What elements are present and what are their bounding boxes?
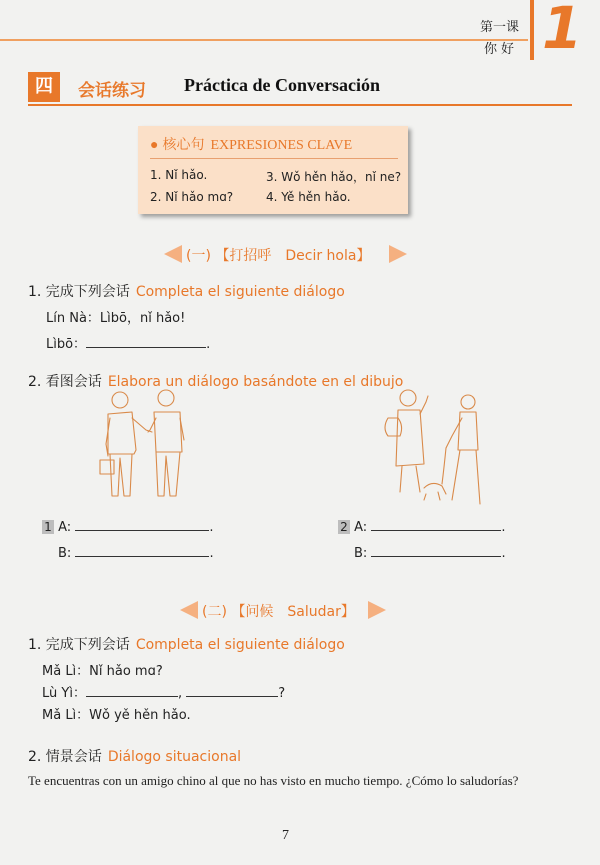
answer-blank[interactable] bbox=[186, 684, 278, 697]
briefcase bbox=[100, 460, 114, 474]
man2-head bbox=[158, 390, 174, 406]
answer-blank[interactable] bbox=[86, 335, 206, 348]
key-phrase-item: 4. Yě hěn hǎo. bbox=[266, 190, 351, 204]
key-phrase-item: 3. Wǒ hěn hǎo，nǐ ne? bbox=[266, 170, 402, 184]
woman2-head bbox=[461, 395, 475, 409]
punctuation: , bbox=[177, 686, 183, 701]
part2-exercise1-title bbox=[28, 634, 345, 654]
exercise-title-zh: 1. 完成下列会话 bbox=[28, 284, 130, 300]
basket bbox=[385, 418, 402, 436]
key-phrases-divider bbox=[150, 158, 398, 159]
punctuation: . bbox=[501, 546, 506, 561]
page-number: 7 bbox=[282, 828, 289, 843]
exercise-title-zh: 2. 情景会话 bbox=[28, 749, 102, 765]
key-phrase-item: 2. Nǐ hǎo mɑ? bbox=[150, 190, 234, 204]
part1-exercise2-title bbox=[28, 371, 403, 391]
exercise-title-es: Completa el siguiente diálogo bbox=[135, 637, 345, 653]
lesson-label: 第一课 bbox=[480, 20, 520, 35]
exercise-title-zh: 2. 看图会话 bbox=[28, 374, 102, 390]
key-phrases-heading bbox=[150, 134, 352, 154]
woman2-legs bbox=[452, 450, 480, 504]
picture1-line-b bbox=[58, 544, 214, 561]
answer-blank[interactable] bbox=[75, 544, 209, 557]
picture1-line-a bbox=[42, 518, 213, 535]
punctuation: . bbox=[501, 520, 506, 535]
punctuation: . bbox=[206, 337, 211, 352]
exercise-title-es: Elabora un diálogo basándote en el dibujo bbox=[107, 374, 404, 390]
man1-head bbox=[112, 392, 128, 408]
lesson-bar bbox=[530, 0, 534, 60]
situation-paragraph: Te encuentras con un amigo chino al que no has visto en mucho tiempo. ¿Cómo lo saludorías? bbox=[28, 773, 519, 788]
picture2-line-a bbox=[338, 518, 505, 535]
part1-exercise1-title bbox=[28, 281, 345, 301]
woman2-body bbox=[458, 412, 478, 450]
speaker-label: Lù Yì： bbox=[42, 686, 86, 701]
leash bbox=[442, 448, 446, 484]
section-title-es: Práctica de Conversación bbox=[184, 75, 380, 95]
arrow-right-icon bbox=[368, 601, 386, 619]
arrow-left-icon bbox=[164, 245, 182, 263]
exercise-title-zh: 1. 完成下列会话 bbox=[28, 637, 130, 653]
punctuation: ? bbox=[278, 686, 286, 701]
answer-blank[interactable] bbox=[86, 684, 178, 697]
man1-arm bbox=[132, 418, 152, 432]
woman1-dress bbox=[396, 410, 424, 466]
speaker-label: A: bbox=[354, 520, 368, 535]
header-rule bbox=[0, 39, 528, 41]
part2-exercise2-title bbox=[28, 746, 241, 766]
picture-number-badge: 1 bbox=[42, 520, 54, 534]
answer-blank[interactable] bbox=[75, 518, 209, 531]
dialogue-line: Lín Nà：Lìbō，nǐ hǎo! bbox=[46, 311, 186, 326]
man2-legs bbox=[156, 452, 180, 496]
speaker-label: Lìbō： bbox=[46, 337, 87, 352]
key-phrases-title-es: EXPRESIONES CLAVE bbox=[210, 138, 353, 153]
part1-heading: (一) 【打招呼 Decir hola】 bbox=[186, 248, 371, 264]
key-phrases-title-zh: 核心句 bbox=[162, 137, 205, 153]
handshake-illustration bbox=[96, 388, 192, 504]
arrow-left-icon bbox=[180, 601, 198, 619]
dialogue-line bbox=[46, 333, 210, 352]
section-rule bbox=[28, 104, 572, 106]
exercise-title-es: Completa el siguiente diálogo bbox=[135, 284, 345, 300]
women-dog-illustration bbox=[380, 388, 500, 516]
dialogue-line bbox=[42, 682, 285, 701]
answer-blank[interactable] bbox=[371, 518, 501, 531]
punctuation: . bbox=[209, 546, 214, 561]
woman1-legs bbox=[400, 466, 420, 492]
section-title-zh: 会话练习 bbox=[78, 81, 146, 101]
bullet-icon: ● bbox=[150, 136, 159, 152]
woman2-arm bbox=[446, 418, 462, 448]
woman1-waving-arm bbox=[420, 396, 428, 414]
speaker-label: A: bbox=[58, 520, 72, 535]
picture2-line-b bbox=[354, 544, 506, 561]
answer-blank[interactable] bbox=[371, 544, 501, 557]
dialogue-line: Mǎ Lì：Nǐ hǎo mɑ? bbox=[42, 664, 163, 679]
dialogue-line: Mǎ Lì：Wǒ yě hěn hǎo. bbox=[42, 708, 191, 723]
section-number: 四 bbox=[28, 72, 60, 102]
speaker-label: B: bbox=[354, 546, 368, 561]
exercise-title-es: Diálogo situacional bbox=[107, 749, 242, 765]
part2-heading: (二) 【问候 Saludar】 bbox=[202, 604, 355, 620]
key-phrase-item: 1. Nǐ hǎo. bbox=[150, 168, 208, 182]
dog bbox=[424, 483, 446, 500]
man2-body bbox=[154, 412, 182, 452]
picture-number-badge: 2 bbox=[338, 520, 350, 534]
punctuation: . bbox=[209, 520, 214, 535]
lesson-title: 你好 bbox=[484, 42, 519, 57]
woman1-head bbox=[400, 390, 416, 406]
arrow-right-icon bbox=[389, 245, 407, 263]
lesson-number: 1 bbox=[542, 0, 583, 62]
speaker-label: B: bbox=[58, 546, 72, 561]
